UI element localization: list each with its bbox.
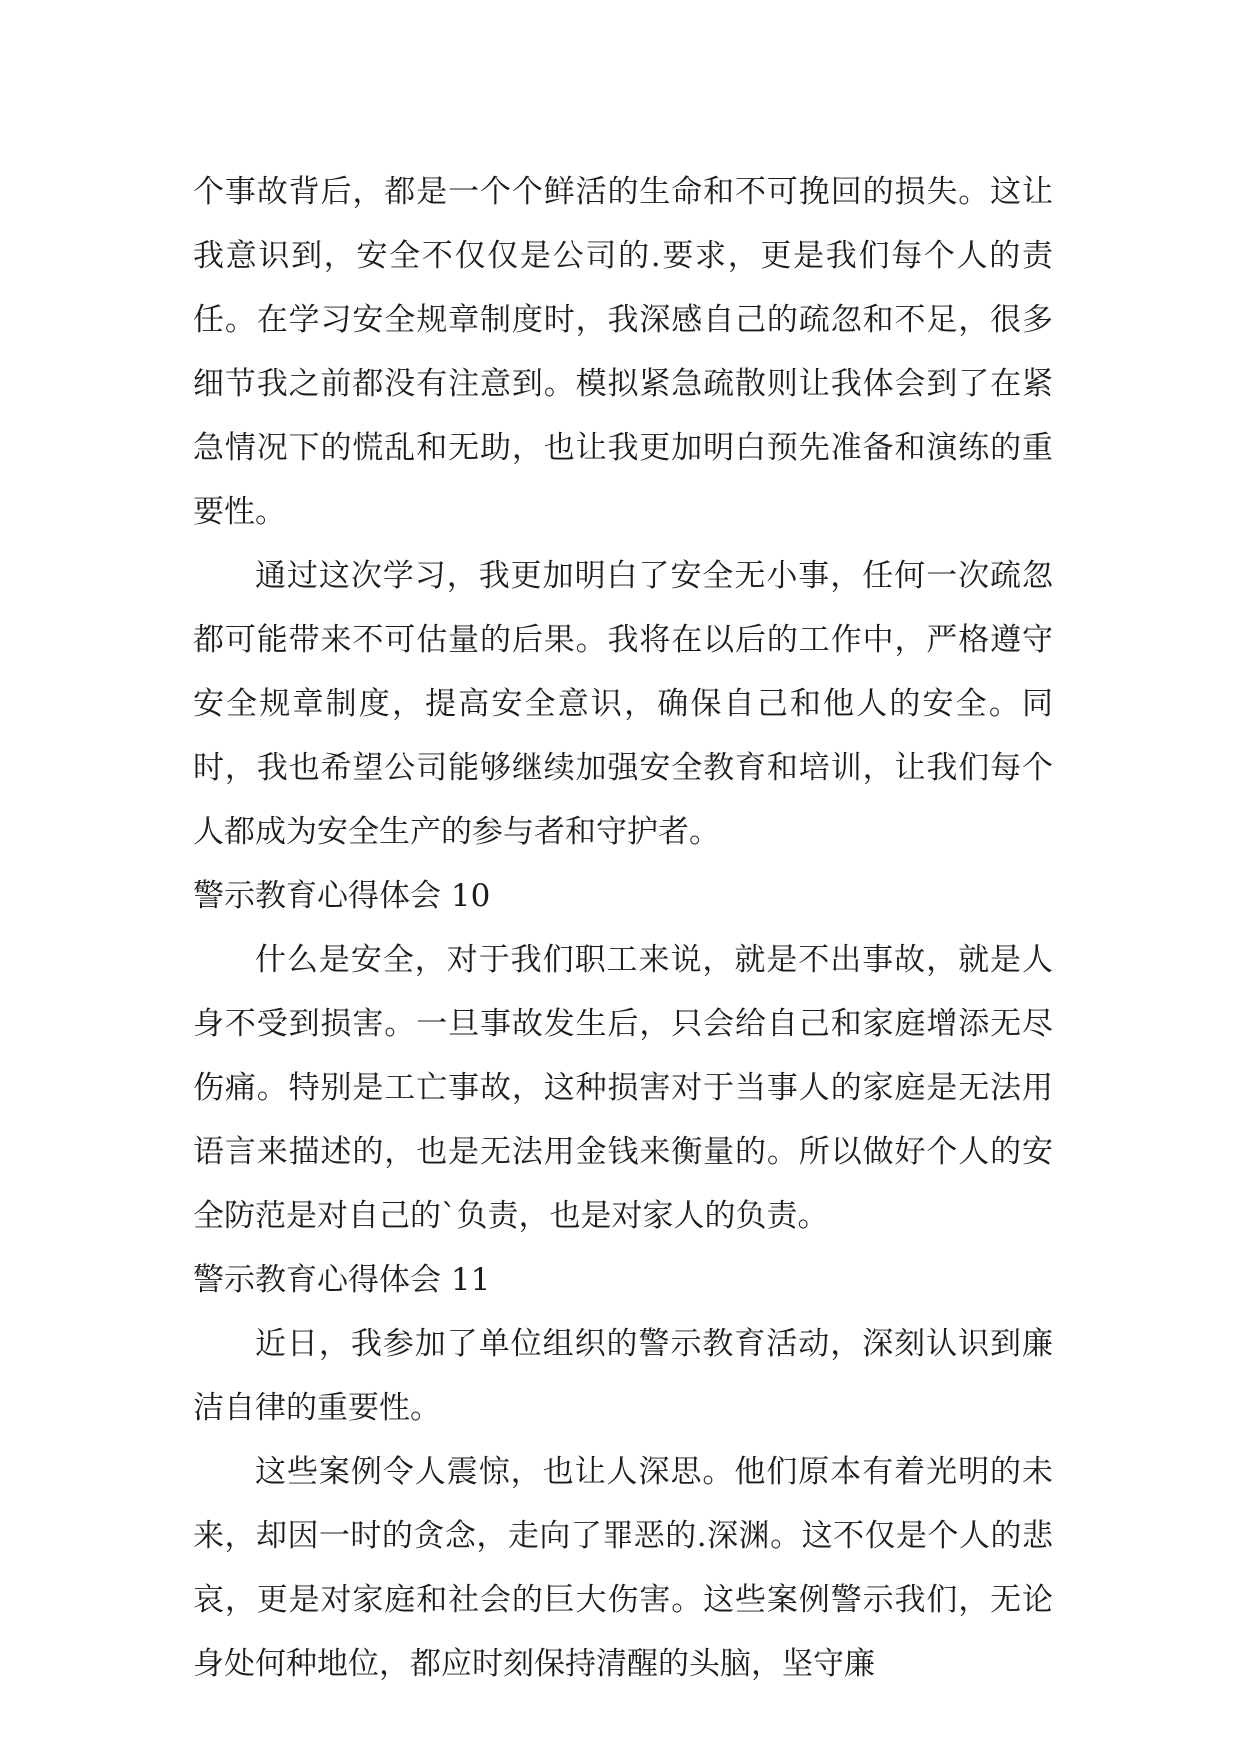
document-body xyxy=(193,160,1053,1696)
section-heading-10: 警示教育心得体会 10 xyxy=(193,878,491,914)
paragraph-cases-reflection: 这些案例令人震惊，也让人深思。他们原本有着光明的未来，却因一时的贪念，走向了罪恶的.深渊。这不仅是个人的悲哀，更是对家庭和社会的巨大伤害。这些案例警示我们，无论身处何种地位，都应时刻保持清醒的头脑，坚守廉 xyxy=(193,1454,1053,1682)
section-heading-11: 警示教育心得体会 11 xyxy=(193,1262,491,1298)
paragraph-warning-education: 近日，我参加了单位组织的警示教育活动，深刻认识到廉洁自律的重要性。 xyxy=(193,1326,1053,1426)
paragraph-accident-losses: 个事故背后，都是一个个鲜活的生命和不可挽回的损失。这让我意识到，安全不仅仅是公司的.要求，更是我们每个人的责任。在学习安全规章制度时，我深感自己的疏忽和不足，很多细节我之前都没有注意到。模拟紧急疏散则让我体会到了在紧急情况下的慌乱和无助，也让我更加明白预先准备和演练的重要性。 xyxy=(193,174,1053,530)
paragraph-safety-lessons: 通过这次学习，我更加明白了安全无小事，任何一次疏忽都可能带来不可估量的后果。我将在以后的工作中，严格遵守安全规章制度，提高安全意识，确保自己和他人的安全。同时，我也希望公司能够继续加强安全教育和培训，让我们每个人都成为安全生产的参与者和守护者。 xyxy=(193,558,1053,850)
paragraph-what-is-safety: 什么是安全，对于我们职工来说，就是不出事故，就是人身不受到损害。一旦事故发生后，只会给自己和家庭增添无尽伤痛。特别是工亡事故，这种损害对于当事人的家庭是无法用语言来描述的，也是无法用金钱来衡量的。所以做好个人的安全防范是对自己的`负责，也是对家人的负责。 xyxy=(193,942,1053,1234)
